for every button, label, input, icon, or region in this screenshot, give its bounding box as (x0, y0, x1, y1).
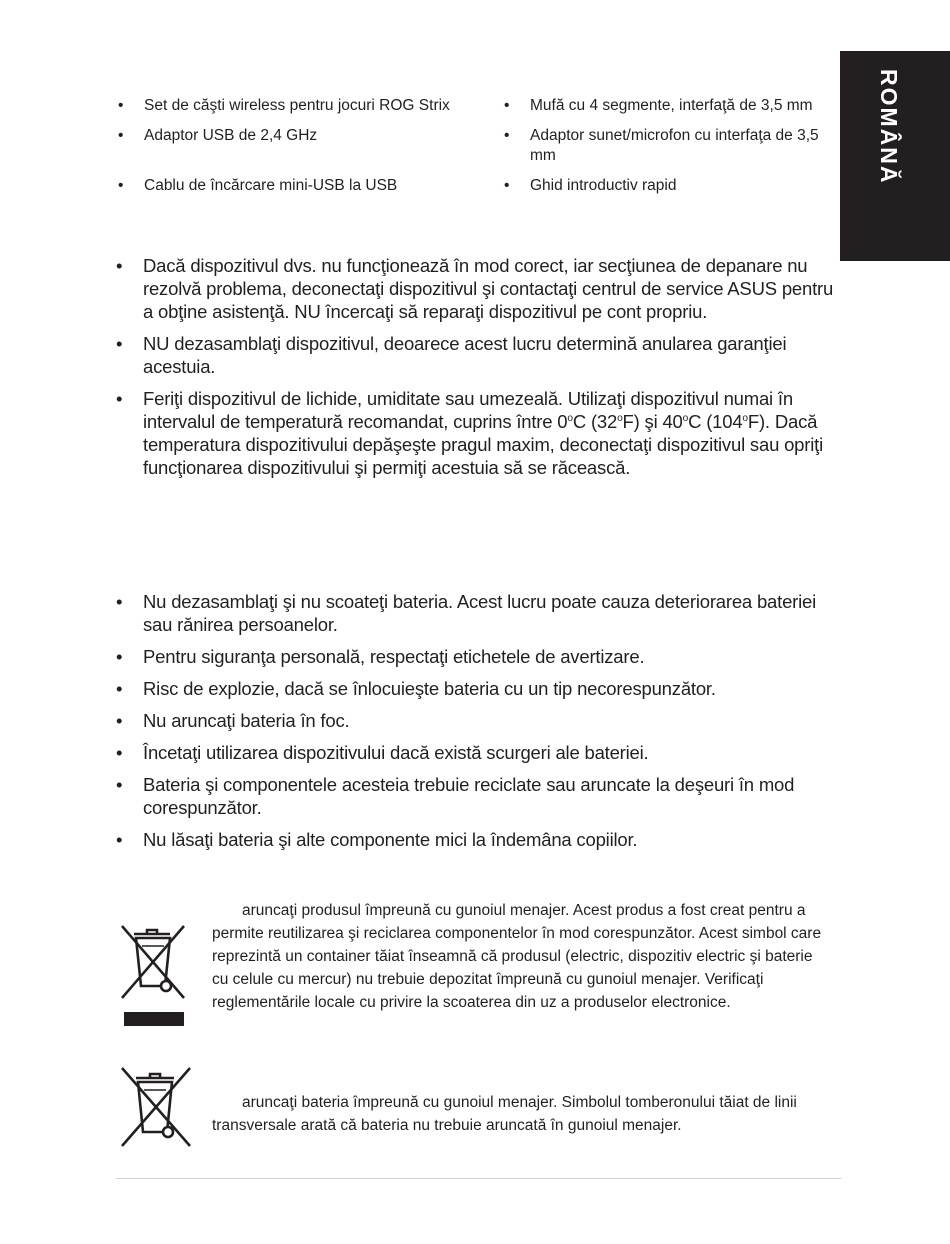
package-item: • Ghid introductiv rapid (504, 177, 677, 195)
list-item: • NU dezasamblaţi dispozitivul, deoarece acest lucru determină anularea garanţiei acestuia. (116, 333, 787, 377)
list-item: • Dacă dispozitivul dvs. nu funcţionează în mod corect, iar secţiunea de depanare nu rezolvă problema, deconectaţi dispozitivul şi contactaţi centrul de service ASUS pentru a obţine asistenţă. NU încercaţi să reparaţi dispozitivul pe cont propriu. (116, 255, 834, 322)
list-item: • Nu lăsaţi bateria şi alte componente mici la îndemâna copiilor. (116, 829, 638, 850)
crossed-out-bin-icon (120, 922, 186, 1035)
list-item: • Nu aruncaţi bateria în foc. (116, 710, 350, 731)
crossed-out-bin-icon (120, 1066, 192, 1153)
battery-safety-list (116, 590, 841, 860)
package-item: • Mufă cu 4 segmente, interfaţă de 3,5 mm (504, 97, 813, 114)
list-item: • Încetaţi utilizarea dispozitivului dacă există scurgeri ale bateriei. (116, 742, 649, 763)
weee-battery-notice: aruncaţi bateria împreună cu gunoiul menajer. Simbolul tomberonului tăiat de linii transversale arată că bateria nu trebuie aruncată în gunoiul menajer. (212, 1094, 797, 1134)
language-tab (840, 51, 950, 261)
language-tab-label: ROMÂNĂ (876, 69, 902, 185)
package-item: • Cablu de încărcare mini-USB la USB (118, 177, 398, 195)
package-item: • Adaptor sunet/microfon cu interfaţa de 3,5 mm (504, 127, 819, 164)
list-item: • Nu dezasamblaţi şi nu scoateţi bateria. Acest lucru poate cauza deteriorarea bateriei sau rănirea persoanelor. (116, 591, 817, 635)
package-item: • Adaptor USB de 2,4 GHz (118, 127, 318, 145)
footer-divider (116, 1178, 841, 1179)
package-item: • Set de căşti wireless pentru jocuri ROG Strix (118, 97, 450, 114)
package-contents-list (118, 96, 838, 207)
safety-precautions-list (116, 254, 841, 488)
list-item: • Pentru siguranţa personală, respectaţi etichetele de avertizare. (116, 646, 645, 667)
list-item: • Feriţi dispozitivul de lichide, umiditate sau umezeală. Utilizaţi dispozitivul numai în intervalul de temperatură recomandat, cuprins între 0$^o$C (32$^o$F) şi 40$^o$C (104$^o$F). Dacă temperatura dispozitivului depăşeşte pragul maxim, deconectaţi dispozitivul sau opriţi funcţionarea dispozitivului şi permiţi acestuia să se răcească. (116, 388, 823, 478)
list-item: • Risc de explozie, dacă se înlocuieşte bateria cu un tip necorespunzător. (116, 678, 716, 699)
weee-product-notice: aruncaţi produsul împreună cu gunoiul menajer. Acest produs a fost creat pentru a permite reutilizarea şi reciclarea componentelor în mod corespunzător. Acest simbol care reprezintă un container tăiat înseamnă că produsul (electric, dispozitiv electric şi baterie cu celule cu mercur) nu trebuie depozitat împreună cu gunoiul menajer. Verificaţi reglementările locale cu privire la scoaterea din uz a produselor electronice. (212, 902, 822, 1011)
list-item: • Bateria şi componentele acesteia trebuie reciclate sau aruncate la deşeuri în mod corespunzător. (116, 774, 795, 818)
